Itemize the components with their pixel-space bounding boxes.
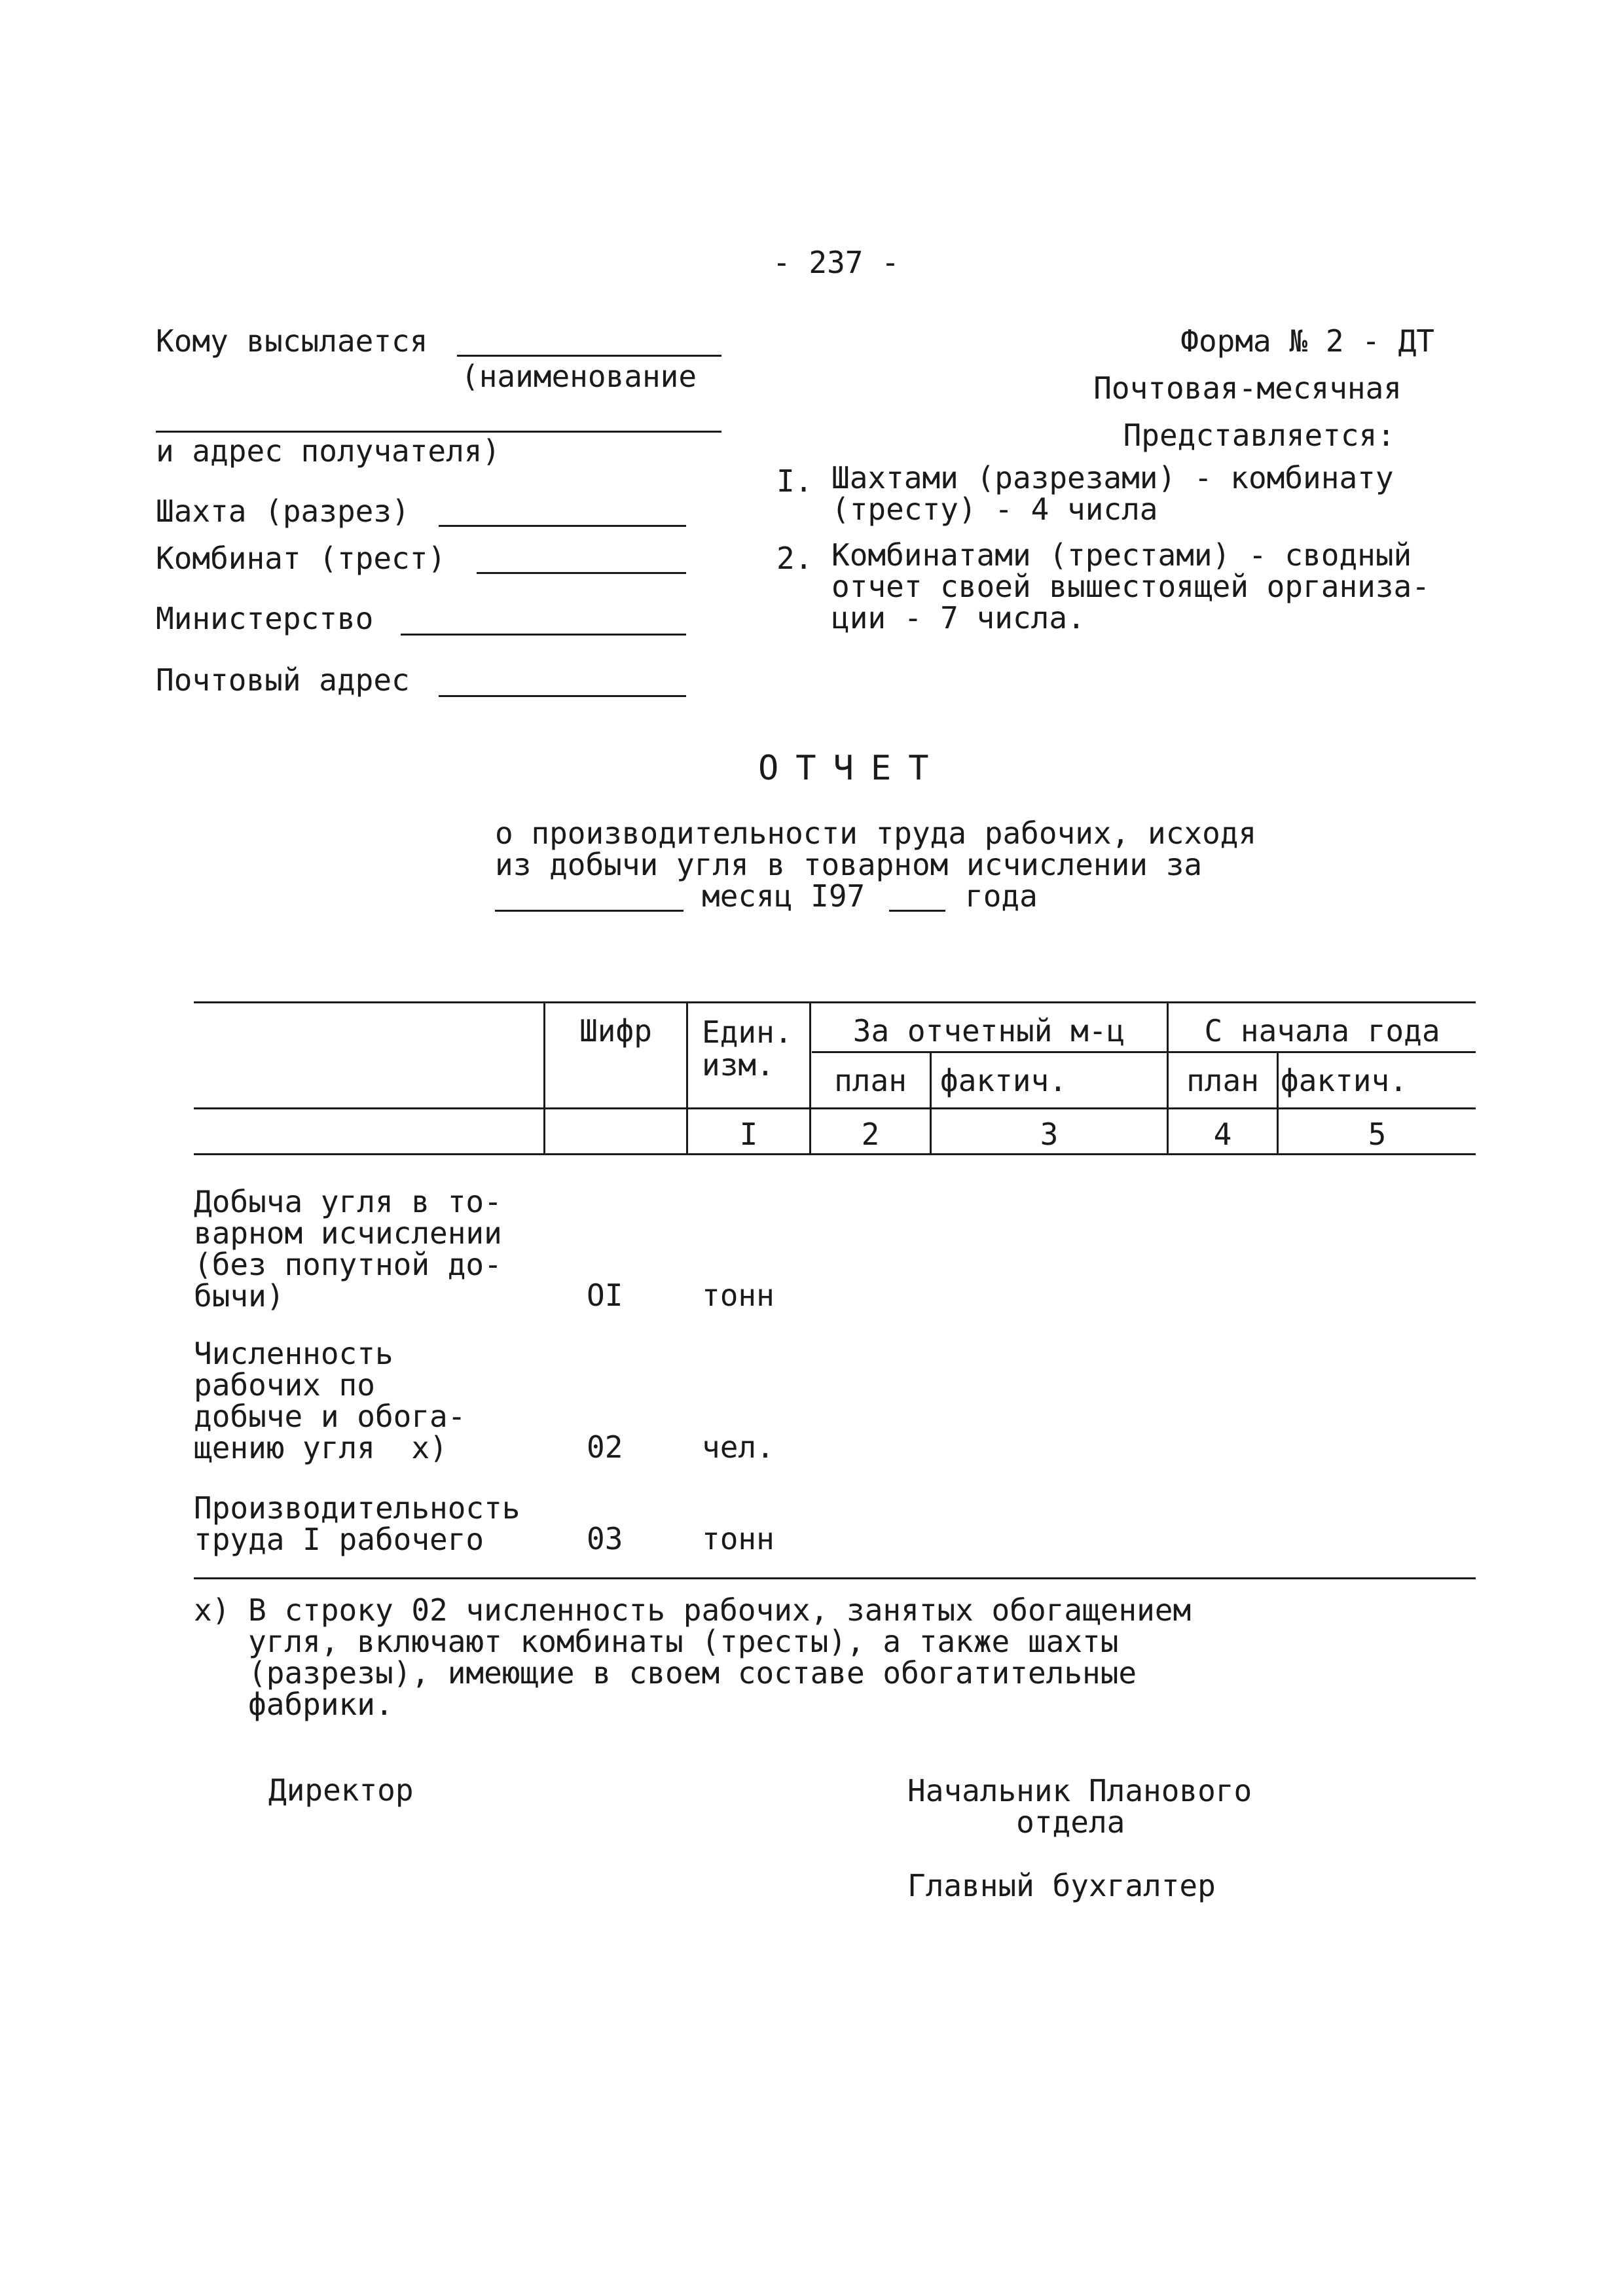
chief-accountant-label: Главный бухгалтер (907, 1868, 1216, 1903)
report-subtitle-2: из добычи угля в товарном исчислении за (495, 847, 1203, 882)
item-1-text: Шахтами (разрезами) - комбинату (тресту) - 4 числа (831, 460, 1394, 527)
row-1-code: OI (587, 1278, 623, 1313)
director-label: Директор (268, 1772, 414, 1808)
table-colnum-border (194, 1153, 1476, 1155)
mine-field[interactable] (439, 525, 686, 527)
ministry-field[interactable] (401, 634, 686, 636)
col-header-plan-ytd: план (1186, 1063, 1259, 1098)
report-title: ОТЧЕТ (758, 749, 946, 788)
form-number: Форма № 2 - ДТ (1180, 323, 1434, 359)
combine-field[interactable] (477, 572, 686, 574)
col-number: 3 (1040, 1117, 1059, 1152)
name-hint: (наименование (461, 359, 697, 394)
table-subheader-border (812, 1051, 1476, 1053)
mine-label: Шахта (разрез) (156, 493, 410, 529)
col-header-period: За отчетный м-ц (852, 1013, 1125, 1049)
row-3-unit: тонн (702, 1521, 775, 1556)
send-to-label: Кому высылается (156, 323, 428, 359)
page-number: - 237 - (773, 245, 900, 280)
month-field[interactable] (495, 910, 684, 912)
report-subtitle-year: года (965, 878, 1038, 914)
address-hint: и адрес получателя) (156, 433, 501, 469)
row-1-name: Добыча угля в то- варном исчислении (без попутной до- бычи) (194, 1184, 502, 1314)
col-number: 5 (1368, 1117, 1387, 1152)
postal-address-field[interactable] (439, 695, 686, 697)
col-header-ytd: С начала года (1204, 1013, 1440, 1049)
row-1-unit: тонн (702, 1278, 775, 1313)
planning-head-label: Начальник Планового отдела (907, 1773, 1252, 1840)
ministry-label: Министерство (156, 601, 374, 636)
col-number: 4 (1213, 1117, 1232, 1152)
col-header-plan: план (834, 1063, 907, 1098)
item-1-number: I. (776, 463, 813, 499)
row-2-unit: чел. (702, 1429, 775, 1465)
col-number: 2 (861, 1117, 880, 1152)
row-2-code: 02 (587, 1429, 623, 1465)
submitted-label: Представляется: (1123, 418, 1395, 453)
periodicity: Почтовая-месячная (1093, 370, 1402, 406)
footnote: х) В строку 02 численность рабочих, занятых обогащением угля, включают комбинаты (тресты), а также шахты (разрезы), имеющие в своем составе обогатительные фабрики. (194, 1592, 1192, 1722)
col-header-fact-ytd: фактич. (1281, 1063, 1408, 1098)
postal-address-label: Почтовый адрес (156, 662, 410, 698)
combine-label: Комбинат (трест) (156, 541, 447, 576)
address-line[interactable] (156, 431, 721, 433)
item-2-text: Комбинатами (трестами) - сводный отчет своей вышестоящей организа- ции - 7 числа. (831, 537, 1430, 636)
report-subtitle-month: месяц I97 (702, 878, 866, 914)
col-header-code: Шифр (579, 1013, 652, 1049)
col-number: I (739, 1117, 758, 1152)
send-to-line[interactable] (457, 355, 721, 357)
row-2-name: Численность рабочих по добыче и обога- щению угля х) (194, 1336, 466, 1465)
report-subtitle-1: о производительности труда рабочих, исходя (495, 816, 1257, 851)
col-header-unit: Един. изм. (702, 1014, 793, 1083)
row-3-code: 03 (587, 1521, 623, 1556)
col-header-fact: фактич. (940, 1063, 1067, 1098)
item-2-number: 2. (776, 541, 813, 576)
table-header-border (194, 1107, 1476, 1109)
year-field[interactable] (889, 910, 945, 912)
table-bottom-border (194, 1577, 1476, 1579)
table-top-border (194, 1001, 1476, 1003)
row-3-name: Производительность труда I рабочего (194, 1490, 520, 1557)
